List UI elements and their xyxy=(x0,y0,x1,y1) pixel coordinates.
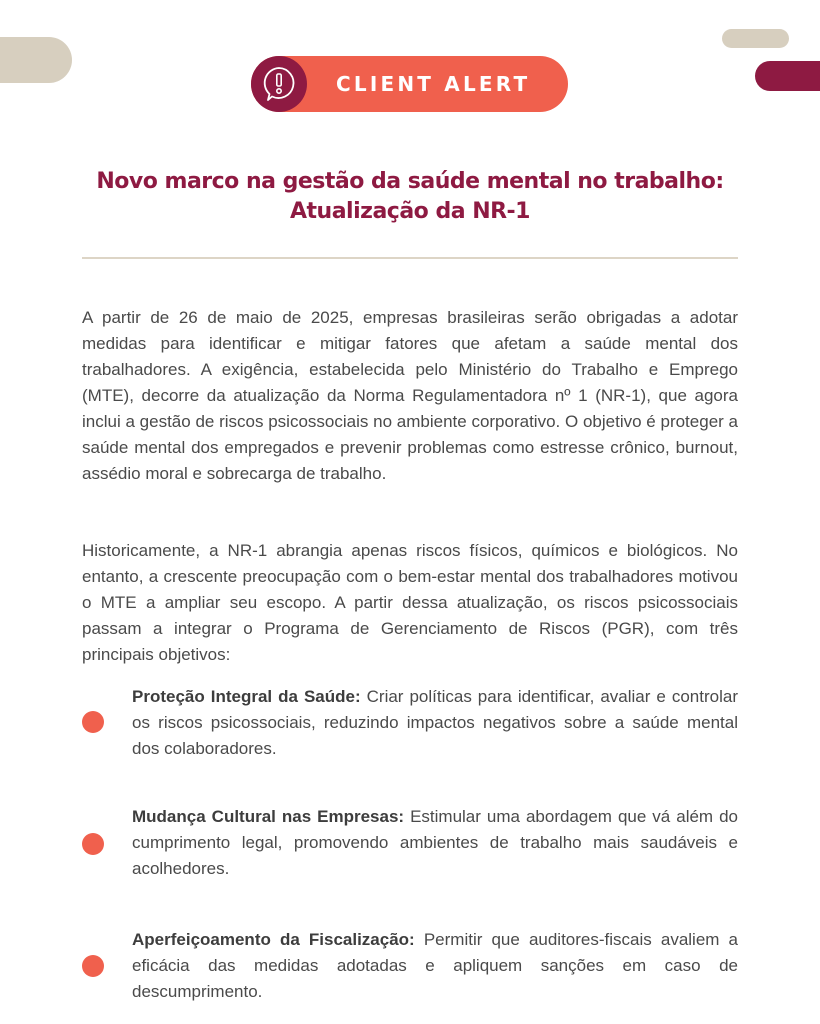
alert-icon-container xyxy=(251,56,307,112)
objective-heading: Aperfeiçoamento da Fiscalização: xyxy=(132,930,415,949)
client-alert-label: CLIENT ALERT xyxy=(336,72,531,96)
objective-description: Permitir que auditores-fiscais avaliem a eficácia das medidas adotadas e apliquem sanções em caso de descumprimento. xyxy=(132,930,738,1001)
objective-heading: Mudança Cultural nas Empresas: xyxy=(132,807,405,826)
decorative-pill-left xyxy=(0,37,72,83)
objective-heading: Proteção Integral da Saúde: xyxy=(132,687,361,706)
objective-text xyxy=(132,684,738,762)
objective-text xyxy=(132,804,738,882)
title-divider xyxy=(82,257,738,259)
page-title xyxy=(60,167,760,227)
objective-text xyxy=(132,927,738,1005)
bullet-dot-icon xyxy=(82,955,104,977)
title-line-2: Atualização da NR-1 xyxy=(290,199,530,224)
decorative-pill-right-bottom xyxy=(755,61,820,91)
bullet-dot-icon xyxy=(82,833,104,855)
objective-description: Estimular uma abordagem que vá além do cumprimento legal, promovendo ambientes de trabalho mais saudáveis e acolhedores. xyxy=(132,807,738,878)
objective-description: Criar políticas para identificar, avaliar e controlar os riscos psicossociais, reduzindo impactos negativos sobre a saúde mental dos colaboradores. xyxy=(132,687,738,758)
bullet-dot-icon xyxy=(82,711,104,733)
alert-speech-bubble-icon xyxy=(259,64,299,104)
history-paragraph: Historicamente, a NR-1 abrangia apenas riscos físicos, químicos e biológicos. No entanto, a crescente preocupação com o bem-estar mental dos trabalhadores motivou o MTE a ampliar seu escopo. A partir dessa atualização, os riscos psicossociais passam a integrar o Programa de Gerenciamento de Riscos (PGR), com três principais objetivos: xyxy=(82,541,738,664)
client-alert-badge xyxy=(251,56,568,112)
title-line-1: Novo marco na gestão da saúde mental no trabalho: xyxy=(96,169,724,194)
decorative-pill-right-top xyxy=(722,29,789,48)
intro-paragraph: A partir de 26 de maio de 2025, empresas brasileiras serão obrigadas a adotar medidas para identificar e mitigar fatores que afetam a saúde mental dos trabalhadores. A exigência, estabelecida pelo Ministério do Trabalho e Emprego (MTE), decorre da atualização da Norma Regulamentadora nº 1 (NR-1), que agora inclui a gestão de riscos psicossociais no ambiente corporativo. O objetivo é proteger a saúde mental dos empregados e prevenir problemas como estresse crônico, burnout, assédio moral e sobrecarga de trabalho. xyxy=(82,308,738,483)
